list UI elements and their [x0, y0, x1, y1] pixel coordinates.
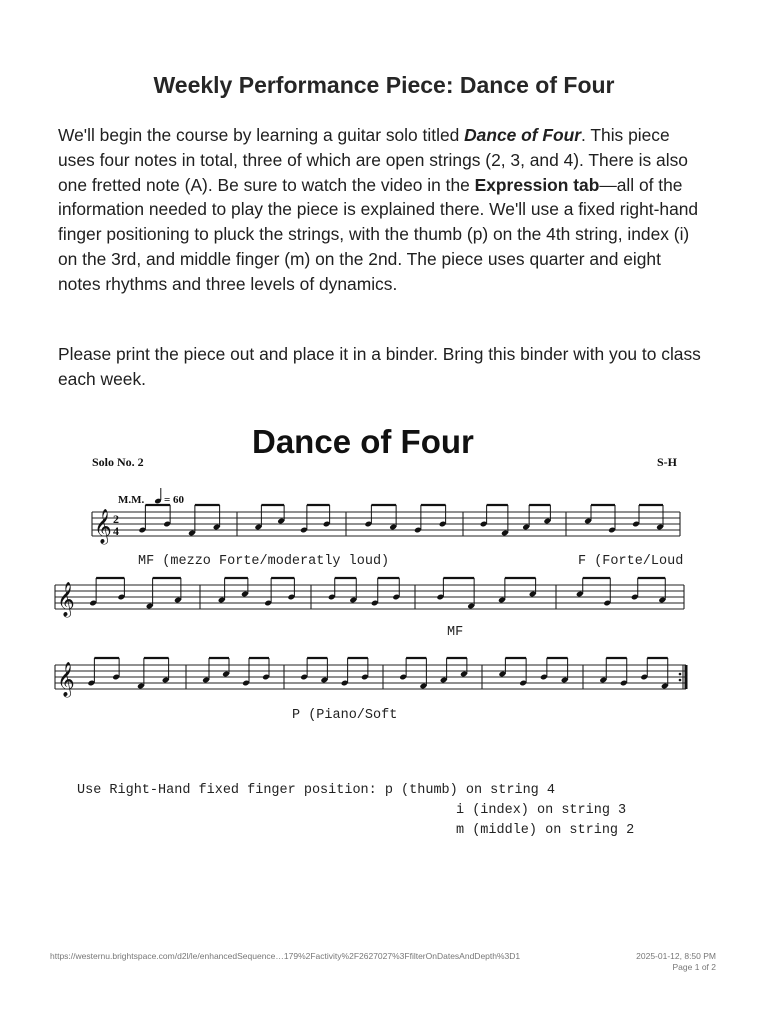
- footer-meta: [636, 951, 716, 973]
- intro-paragraph: [58, 123, 708, 297]
- dynamic-mf-label-2: MF: [447, 625, 464, 640]
- tempo-value: = 60: [164, 494, 185, 506]
- score-title: Dance of Four: [252, 423, 474, 460]
- finger-position-line-1: Use Right-Hand fixed finger position: p (thumb) on string 4: [77, 783, 555, 798]
- svg-text:𝄞: 𝄞: [94, 509, 112, 544]
- svg-text:𝄞: 𝄞: [57, 582, 75, 617]
- intro-text-3: —all of the information needed to play the piece is explained there. We'll use a fixed right-hand finger positioning to pluck the strings, with the thumb (p) on the 4th string, index (i) on the 3rd, and middle finger (m) on the 2nd. The piece uses quarter and eight notes rhythms and three levels of dynamics.: [58, 174, 699, 294]
- sheet-music-image: [0, 405, 768, 845]
- piece-name: Dance of Four: [464, 125, 582, 145]
- finger-position-line-2: i (index) on string 3: [456, 803, 627, 818]
- footer-page-number: Page 1 of 2: [672, 962, 716, 972]
- intro-text-2: . This piece uses four notes in total, three of which are open strings (2, 3, and 4). There is also one fretted note (A). Be sure to watch the video in the: [58, 125, 688, 195]
- footer-url: https://westernu.brightspace.com/d2l/le/enhancedSequence…179%2Factivity%2F2627027%3FfilterOnDatesAndDepth%3D1: [50, 951, 521, 961]
- music-staves: [55, 505, 686, 698]
- dynamic-f-label: F (Forte/Loud: [578, 554, 684, 569]
- dynamic-mf-label: MF (mezzo Forte/moderatly loud): [138, 554, 390, 569]
- dynamic-p-label: P (Piano/Soft: [292, 708, 398, 723]
- footer-datetime: 2025-01-12, 8:50 PM: [636, 951, 716, 961]
- svg-text:2: 2: [113, 512, 119, 526]
- composer: S-H: [657, 455, 678, 469]
- page-title: Weekly Performance Piece: Dance of Four: [153, 72, 615, 98]
- quarter-note-icon: [154, 488, 162, 504]
- instructions-paragraph: Please print the piece out and place it in a binder. Bring this binder with you to class each week.: [58, 344, 701, 389]
- intro-text-1: We'll begin the course by learning a guitar solo titled: [58, 125, 465, 145]
- expression-tab-link[interactable]: Expression tab: [474, 174, 600, 195]
- solo-number: Solo No. 2: [92, 455, 144, 469]
- svg-text:𝄞: 𝄞: [57, 662, 75, 697]
- tempo-label: M.M.: [118, 494, 145, 506]
- svg-text:4: 4: [113, 524, 119, 538]
- finger-position-line-3: m (middle) on string 2: [456, 823, 635, 838]
